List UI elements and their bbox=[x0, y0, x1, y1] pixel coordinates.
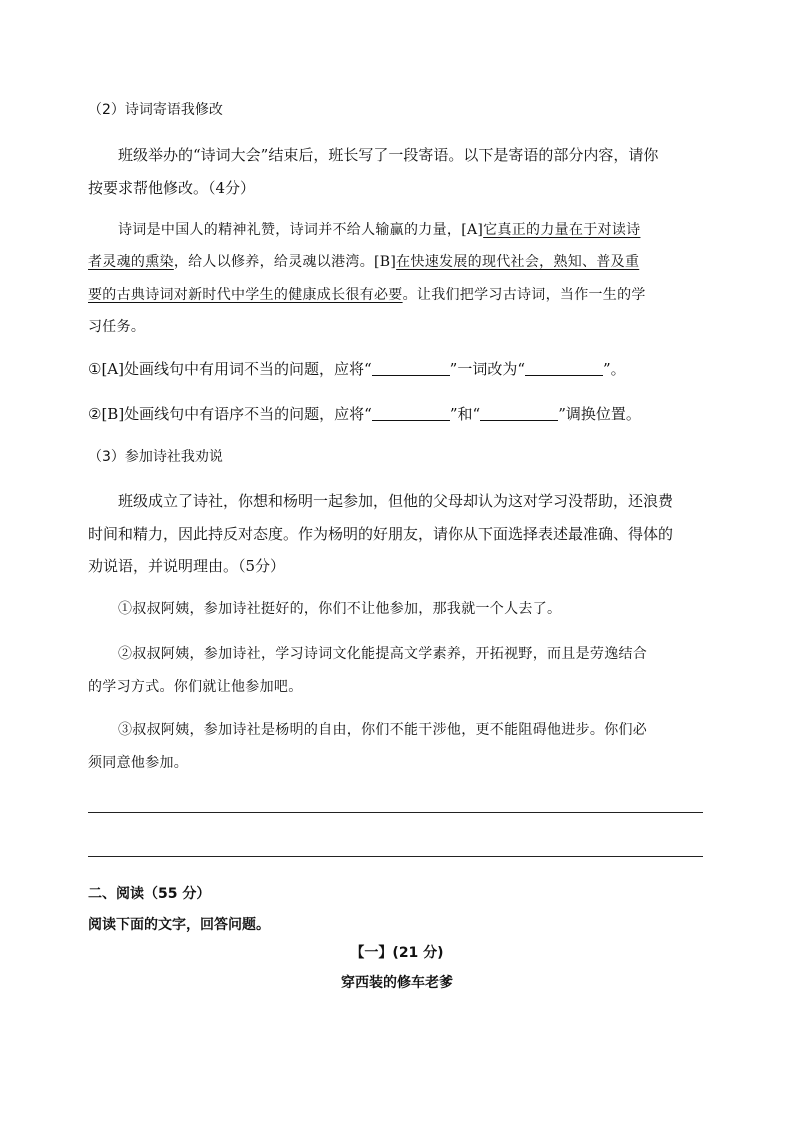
answer-blank[interactable] bbox=[372, 361, 450, 376]
article-title: 穿西装的修车老爹 bbox=[341, 975, 453, 991]
question-2 bbox=[88, 404, 641, 424]
answer-line[interactable] bbox=[88, 856, 703, 857]
marker-a: [A] bbox=[461, 222, 484, 238]
section3-heading: （3）参加诗社我劝说 bbox=[88, 449, 223, 465]
underlined-sentence-a-end: 者灵魂的熏染 bbox=[88, 254, 174, 270]
passage-text: 。让我们把学习古诗词，当作一生的学 bbox=[402, 287, 646, 303]
section2-intro-line1: 班级举办的“诗词大会”结束后，班长写了一段寄语。以下是寄语的部分内容，请你 bbox=[118, 146, 659, 164]
answer-line[interactable] bbox=[88, 812, 703, 813]
option-1: ①叔叔阿姨，参加诗社挺好的，你们不让他参加，那我就一个人去了。 bbox=[118, 601, 562, 617]
option-2-line1: ②叔叔阿姨，参加诗社，学习诗词文化能提高文学素养，开拓视野，而且是劳逸结合 bbox=[118, 646, 648, 662]
underlined-sentence-b: 在快速发展的现代社会，熟知、普及重 bbox=[396, 254, 640, 270]
section2-intro-line2: 按要求帮他修改。（4分） bbox=[88, 179, 256, 197]
passage-line3 bbox=[88, 285, 646, 305]
question-1-text: ①[A]处画线句中有用词不当的问题，应将“ bbox=[88, 360, 372, 378]
answer-blank[interactable] bbox=[480, 406, 558, 421]
marker-b: [B] bbox=[374, 254, 397, 270]
answer-blank[interactable] bbox=[372, 406, 450, 421]
underlined-sentence-b-end: 要的古典诗词对新时代中学生的健康成长很有必要 bbox=[88, 287, 403, 303]
underlined-sentence-a: 它真正的力量在于对读诗 bbox=[483, 222, 641, 238]
passage-text: 诗词是中国人的精神礼赞，诗词并不给人输赢的力量， bbox=[118, 222, 462, 238]
passage-line1 bbox=[118, 220, 640, 240]
passage-line4: 习任务。 bbox=[88, 319, 146, 335]
option-2-line2: 的学习方式。你们就让他参加吧。 bbox=[88, 679, 303, 695]
section2-heading: （2）诗词寄语我修改 bbox=[88, 102, 223, 118]
passage-line2 bbox=[88, 252, 639, 272]
question-2-text: ”调换位置。 bbox=[558, 405, 641, 423]
option-3-line1: ③叔叔阿姨，参加诗社是杨明的自由，你们不能干涉他，更不能阻碍他进步。你们必 bbox=[118, 722, 648, 738]
question-2-text: ”和“ bbox=[449, 405, 481, 423]
reading-instruction: 阅读下面的文字，回答问题。 bbox=[88, 917, 270, 933]
question-1-text: ”一词改为“ bbox=[449, 360, 525, 378]
section3-intro-line1: 班级成立了诗社，你想和杨明一起参加，但他的父母却认为这对学习没帮助，还浪费 bbox=[118, 492, 674, 510]
passage-text: ，给人以修养，给灵魂以港湾。 bbox=[173, 254, 375, 270]
section3-intro-line3: 劝说语，并说明理由。（5分） bbox=[88, 557, 286, 575]
reading-part-label: 【一】(21 分) bbox=[350, 945, 444, 961]
reading-heading: 二、阅读（55 分） bbox=[88, 886, 211, 902]
question-1 bbox=[88, 359, 626, 379]
question-2-text: ②[B]处画线句中有语序不当的问题，应将“ bbox=[88, 405, 372, 423]
section3-intro-line2: 时间和精力，因此持反对态度。作为杨明的好朋友，请你从下面选择表述最准确、得体的 bbox=[88, 525, 674, 543]
option-3-line2: 须同意他参加。 bbox=[88, 755, 189, 771]
answer-blank[interactable] bbox=[525, 361, 603, 376]
question-1-text: ”。 bbox=[603, 360, 626, 378]
